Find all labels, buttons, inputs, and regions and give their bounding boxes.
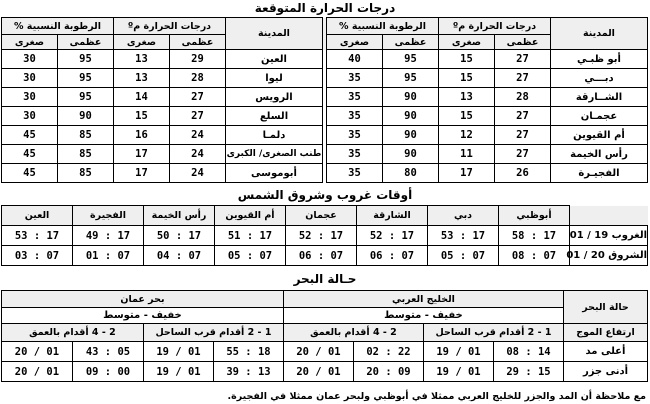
temp-min: 15 (439, 69, 495, 88)
low-tide-label: أدنى جزر (564, 362, 648, 382)
sun-city: العين (2, 206, 73, 226)
city-name: العين (225, 50, 322, 69)
low-tide-date: 01 / 19 (424, 362, 494, 382)
sun-city: الشارقة (357, 206, 428, 226)
sunset-time: 17 : 51 (215, 226, 286, 246)
sun-city: أم القيوين (215, 206, 286, 226)
temp-max: 27 (495, 69, 551, 88)
gap (322, 145, 326, 164)
high-tide-date: 01 / 19 (424, 342, 494, 362)
oman-wave-near: 1 - 2 أقدام قرب الساحل (143, 324, 283, 342)
sun-city: عجمان (286, 206, 357, 226)
sunrise-time: 07 : 01 (73, 246, 144, 266)
temp-min: 15 (439, 107, 495, 126)
temps-table (1, 17, 648, 183)
temp-min: 17 (113, 164, 169, 183)
gap (322, 126, 326, 145)
city-name: الرويس (225, 88, 322, 107)
humidity-max: 95 (383, 50, 439, 69)
temp-max: 24 (169, 126, 225, 145)
header-humidity: الرطوبة النسبية % (1, 18, 113, 35)
humidity-max: 95 (383, 69, 439, 88)
city-name: عجمـان (551, 107, 648, 126)
header-city: المدينة (551, 18, 648, 50)
temp-min: 13 (113, 69, 169, 88)
sun-city: أبوظبي (499, 206, 570, 226)
temp-max: 27 (169, 88, 225, 107)
low-tide-time: 09 : 20 (354, 362, 424, 382)
humidity-max: 90 (383, 126, 439, 145)
humidity-max: 90 (383, 107, 439, 126)
header-min: صغرى (113, 35, 169, 50)
sun-city: رأس الخيمة (144, 206, 215, 226)
temp-min: 16 (113, 126, 169, 145)
header-city: المدينة (225, 18, 322, 50)
high-tide-time: 14 : 08 (494, 342, 564, 362)
temp-max: 26 (495, 164, 551, 183)
temp-max: 29 (169, 50, 225, 69)
header-max: عظمى (57, 35, 113, 50)
sunset-time: 17 : 53 (428, 226, 499, 246)
temp-max: 27 (495, 145, 551, 164)
gulf-name: الخليج العربي (283, 291, 563, 308)
humidity-min: 35 (326, 126, 382, 145)
gap (322, 164, 326, 183)
city-name: الفجيـرة (551, 164, 648, 183)
footnote: مع ملاحظة أن المد والجزر للخليج العربي ممثلا في أبوظبي ولبحر عمان ممثلا في الفجيرة. (227, 391, 646, 402)
sea-state-label: حالة البحر (564, 291, 648, 324)
sunset-time: 17 : 58 (499, 226, 570, 246)
humidity-min: 35 (326, 164, 382, 183)
low-tide-time: 00 : 09 (72, 362, 143, 382)
sunrise-time: 07 : 06 (357, 246, 428, 266)
temp-max: 27 (495, 50, 551, 69)
humidity-min: 35 (326, 107, 382, 126)
gulf-wave-deep: 2 - 4 أقدام بالعمق (283, 324, 423, 342)
temp-min: 15 (113, 107, 169, 126)
sunrise-time: 07 : 06 (286, 246, 357, 266)
high-tide-time: 05 : 43 (72, 342, 143, 362)
humidity-max: 90 (383, 88, 439, 107)
gulf-sea-state: خفيف - متوسط (283, 308, 563, 324)
city-name: أبوموسى (225, 164, 322, 183)
high-tide-date: 01 / 19 (143, 342, 213, 362)
sunset-time: 17 : 50 (144, 226, 215, 246)
humidity-max: 95 (57, 88, 113, 107)
humidity-min: 30 (1, 50, 57, 69)
sunrise-time: 07 : 08 (499, 246, 570, 266)
header-temp: درجات الحرارة مº (113, 18, 225, 35)
city-name: دبـــي (551, 69, 648, 88)
sunrise-time: 07 : 03 (2, 246, 73, 266)
high-tide-time: 22 : 02 (354, 342, 424, 362)
temp-min: 17 (439, 164, 495, 183)
humidity-min: 45 (1, 126, 57, 145)
humidity-min: 30 (1, 107, 57, 126)
temps-title: درجات الحرارة المتوقعة (254, 1, 396, 15)
temp-min: 13 (113, 50, 169, 69)
low-tide-date: 01 / 20 (1, 362, 72, 382)
humidity-max: 90 (57, 107, 113, 126)
sunset-label: الغروب 19 / 01 (570, 226, 648, 246)
header-max: عظمى (495, 35, 551, 50)
gap (322, 88, 326, 107)
sunrise-label: الشروق 20 / 01 (570, 246, 648, 266)
gap (322, 69, 326, 88)
humidity-min: 35 (326, 69, 382, 88)
humidity-min: 45 (1, 164, 57, 183)
humidity-min: 45 (1, 145, 57, 164)
low-tide-date: 01 / 20 (283, 362, 353, 382)
city-name: ليوا (225, 69, 322, 88)
humidity-max: 95 (57, 69, 113, 88)
header-humidity: الرطوبة النسبية % (326, 18, 438, 35)
humidity-max: 85 (57, 164, 113, 183)
city-name: السلع (225, 107, 322, 126)
temp-max: 28 (495, 88, 551, 107)
blank-cell (570, 206, 648, 226)
sunrise-time: 07 : 05 (215, 246, 286, 266)
sun-title: أوقات غروب وشروق الشمس (237, 188, 413, 202)
header-min: صغرى (326, 35, 382, 50)
city-name: دلمـا (225, 126, 322, 145)
humidity-min: 30 (1, 88, 57, 107)
gap (322, 50, 326, 69)
sea-table (1, 290, 648, 382)
temp-min: 13 (439, 88, 495, 107)
temp-min: 15 (439, 50, 495, 69)
humidity-min: 35 (326, 145, 382, 164)
temp-min: 11 (439, 145, 495, 164)
city-name: الشــارقة (551, 88, 648, 107)
sunset-time: 17 : 53 (2, 226, 73, 246)
sunset-time: 17 : 52 (357, 226, 428, 246)
wave-label: ارتفاع الموج (564, 324, 648, 342)
temp-max: 24 (169, 164, 225, 183)
temp-max: 27 (169, 107, 225, 126)
low-tide-time: 13 : 39 (213, 362, 283, 382)
sunset-time: 17 : 49 (73, 226, 144, 246)
oman-name: بحر عمان (1, 291, 283, 308)
sunset-time: 17 : 52 (286, 226, 357, 246)
humidity-max: 85 (57, 126, 113, 145)
header-max: عظمى (383, 35, 439, 50)
header-min: صغرى (439, 35, 495, 50)
humidity-max: 80 (383, 164, 439, 183)
sun-table (1, 205, 648, 266)
high-tide-date: 01 / 20 (1, 342, 72, 362)
header-temp: درجات الحرارة مº (439, 18, 551, 35)
temp-min: 17 (113, 145, 169, 164)
gulf-wave-near: 1 - 2 أقدام قرب الساحل (424, 324, 564, 342)
sunrise-time: 07 : 05 (428, 246, 499, 266)
city-name: طنب الصغرى/ الكبرى (225, 145, 322, 164)
temp-min: 14 (113, 88, 169, 107)
gap (322, 107, 326, 126)
city-name: أبو ظبـي (551, 50, 648, 69)
oman-sea-state: خفيف - متوسط (1, 308, 283, 324)
high-tide-date: 01 / 20 (283, 342, 353, 362)
temp-min: 12 (439, 126, 495, 145)
low-tide-date: 01 / 19 (143, 362, 213, 382)
temp-max: 28 (169, 69, 225, 88)
humidity-min: 35 (326, 88, 382, 107)
temp-max: 27 (495, 107, 551, 126)
high-tide-label: أعلى مد (564, 342, 648, 362)
sea-title: حـالة البحر (293, 272, 357, 286)
low-tide-time: 15 : 29 (494, 362, 564, 382)
header-min: صغرى (1, 35, 57, 50)
temp-max: 27 (495, 126, 551, 145)
sun-city: الفجيرة (73, 206, 144, 226)
city-name: رأس الخيمة (551, 145, 648, 164)
sun-city: دبي (428, 206, 499, 226)
humidity-min: 40 (326, 50, 382, 69)
humidity-max: 90 (383, 145, 439, 164)
temp-max: 24 (169, 145, 225, 164)
humidity-min: 30 (1, 69, 57, 88)
oman-wave-deep: 2 - 4 أقدام بالعمق (1, 324, 143, 342)
city-name: أم القيوين (551, 126, 648, 145)
header-max: عظمى (169, 35, 225, 50)
sunrise-time: 07 : 04 (144, 246, 215, 266)
humidity-max: 95 (57, 50, 113, 69)
humidity-max: 85 (57, 145, 113, 164)
high-tide-time: 18 : 55 (213, 342, 283, 362)
